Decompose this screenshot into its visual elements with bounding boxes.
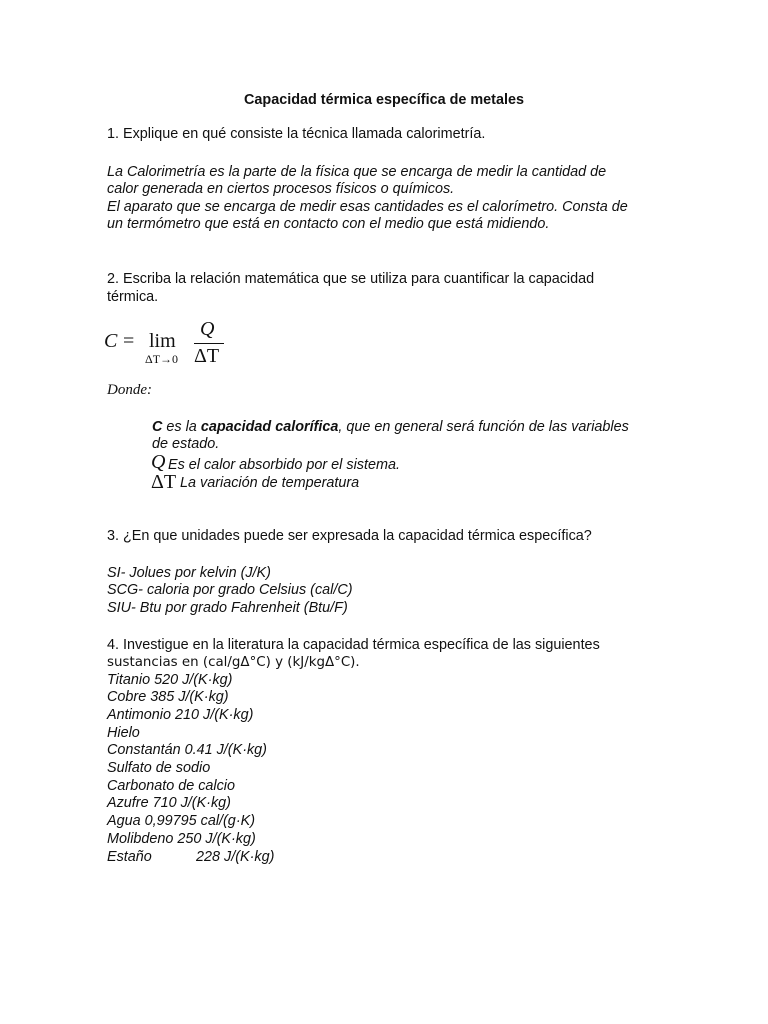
symbol-delta-t: ΔT bbox=[151, 471, 177, 493]
substance-item: Antimonio 210 J/(K·kg) bbox=[107, 707, 254, 723]
definition-q: Es el calor absorbido por el sistema. bbox=[168, 457, 400, 473]
formula-lhs: C bbox=[104, 330, 118, 352]
definition-c-term: capacidad calorífica bbox=[200, 419, 339, 435]
formula-lim: lim bbox=[149, 330, 176, 352]
substance-item: Carbonato de calcio bbox=[107, 778, 235, 794]
answer-1-line-4: un termómetro que está en contacto con el medio que está midiendo. bbox=[107, 216, 550, 232]
substance-item: Agua 0,99795 cal/(g·K) bbox=[107, 813, 255, 829]
question-2-line-2: térmica. bbox=[107, 289, 159, 305]
substance-item: Titanio 520 J/(K·kg) bbox=[107, 672, 233, 688]
heat-capacity-formula bbox=[104, 318, 234, 370]
question-3: 3. ¿En que unidades puede ser expresada la capacidad térmica específica? bbox=[107, 528, 592, 544]
answer-1-line-3: El aparato que se encarga de medir esas cantidades es el calorímetro. Consta de bbox=[107, 199, 628, 215]
question-4-line-1: 4. Investigue en la literatura la capacidad térmica específica de las siguientes bbox=[107, 637, 600, 653]
question-2-line-1: 2. Escriba la relación matemática que se utiliza para cuantificar la capacidad bbox=[107, 271, 595, 287]
substance-item: Azufre 710 J/(K·kg) bbox=[107, 795, 231, 811]
definition-delta-t: La variación de temperatura bbox=[180, 475, 360, 491]
formula-lim-subscript: ΔT→0 bbox=[145, 352, 179, 366]
formula-equals: = bbox=[123, 330, 135, 352]
document-title: Capacidad térmica específica de metales bbox=[244, 92, 524, 108]
formula-denominator: ΔT bbox=[194, 345, 220, 367]
substance-item: Sulfato de sodio bbox=[107, 760, 211, 776]
substance-item: Molibdeno 250 J/(K·kg) bbox=[107, 831, 256, 847]
substance-item: Constantán 0.41 J/(K·kg) bbox=[107, 742, 267, 758]
definition-c-suffix: , que en general será función de las variables bbox=[338, 419, 629, 435]
question-4-line-2: sustancias en (cal/gΔ°C) y (kJ/kgΔ°C). bbox=[107, 655, 360, 670]
definition-c-prefix: es la bbox=[162, 419, 201, 435]
answer-1-line-2: calor generada en ciertos procesos físicos o químicos. bbox=[107, 181, 455, 197]
definition-c bbox=[152, 419, 629, 436]
substance-estano-value: 228 J/(K·kg) bbox=[196, 849, 275, 865]
formula-fraction-bar bbox=[194, 343, 224, 344]
answer-1-line-1: La Calorimetría es la parte de la física que se encarga de medir la cantidad de bbox=[107, 164, 607, 180]
substance-item: Cobre 385 J/(K·kg) bbox=[107, 689, 229, 705]
unit-scg: SCG- caloria por grado Celsius (cal/C) bbox=[107, 582, 353, 598]
question-1: 1. Explique en qué consiste la técnica llamada calorimetría. bbox=[107, 126, 486, 142]
definition-c-line-2: de estado. bbox=[152, 436, 220, 452]
substance-item: Hielo bbox=[107, 725, 140, 741]
formula-numerator: Q bbox=[200, 318, 215, 340]
definition-c-symbol: C bbox=[152, 419, 163, 435]
donde-label: Donde: bbox=[107, 382, 152, 398]
unit-siu: SIU- Btu por grado Fahrenheit (Btu/F) bbox=[107, 600, 348, 616]
symbol-q: Q bbox=[151, 451, 166, 473]
unit-si: SI- Jolues por kelvin (J/K) bbox=[107, 565, 271, 581]
substance-estano-name: Estaño bbox=[107, 849, 152, 865]
